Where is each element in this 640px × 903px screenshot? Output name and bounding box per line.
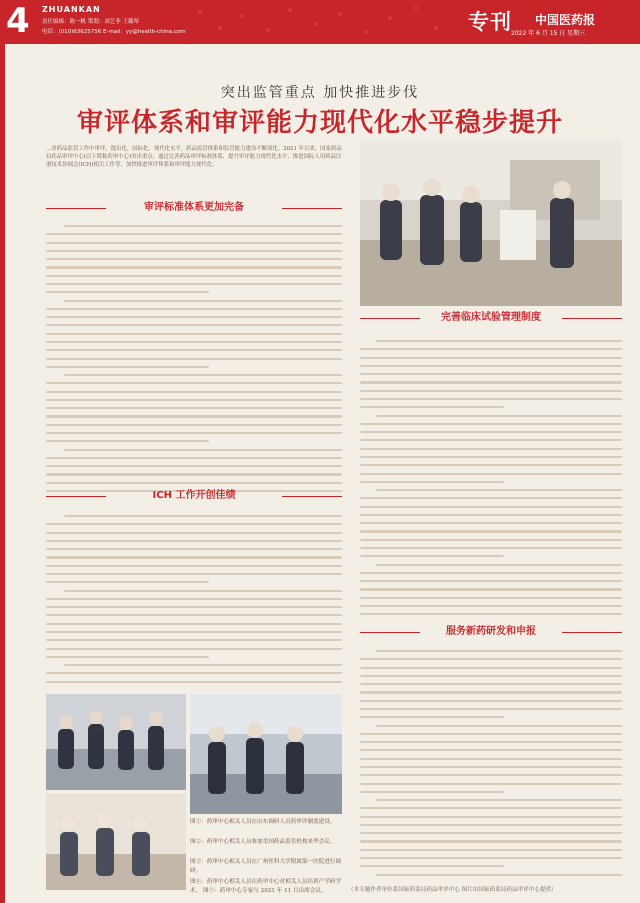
text-line [360, 456, 622, 458]
text-line [360, 423, 622, 425]
text-line [360, 708, 622, 710]
text-line [46, 399, 342, 401]
caption-3: 图③：药审中心相关人员在广州医科大学附属第一医院进行调研。 [190, 859, 342, 874]
section-en-label: ZHUANKAN [42, 5, 101, 14]
text-line [360, 766, 622, 768]
issue-date: 2022 年 6 月 15 日 星期三 [511, 30, 586, 37]
text-line [46, 548, 342, 550]
text-line [46, 291, 209, 293]
text-line [46, 242, 342, 244]
text-line [46, 258, 342, 260]
text-line [360, 473, 622, 475]
text-line [46, 275, 342, 277]
text-line [64, 590, 342, 592]
photo-4 [190, 694, 342, 814]
text-line [46, 407, 342, 409]
contact-line: 电话：(010)63625756 E-mail：yy@health-china.com [42, 29, 186, 35]
text-line [360, 381, 622, 383]
section-2-body [46, 515, 342, 690]
text-line [46, 415, 342, 417]
text-line [46, 540, 342, 542]
text-line [46, 648, 342, 650]
photo-2 [46, 694, 186, 790]
text-line [360, 774, 622, 776]
text-line [360, 849, 622, 851]
text-line [360, 783, 622, 785]
text-line [360, 390, 622, 392]
text-line [376, 799, 622, 801]
text-line [64, 300, 342, 302]
text-line [360, 758, 622, 760]
text-line [46, 333, 342, 335]
masthead [0, 0, 640, 44]
text-line [360, 613, 622, 615]
caption-1: 图①：药审中心相关人员在山东调研人员药审评制度建设。 [190, 819, 336, 825]
caption-4: 图④：药审中心相关人员在药审中心对相关人员培训产学研学术。 图⑤：药审中心专家与 2021 年 11 月出席会议。 [190, 879, 342, 894]
text-line [46, 573, 342, 575]
text-line [360, 514, 622, 516]
text-line [46, 316, 342, 318]
text-line [46, 598, 342, 600]
text-line [360, 506, 622, 508]
text-line [64, 225, 342, 227]
text-line [360, 741, 622, 743]
section-banner-1: 审评标准体系更加完备 [46, 200, 342, 216]
text-line [360, 865, 504, 867]
text-line [360, 749, 622, 751]
text-line [360, 683, 622, 685]
text-line [46, 556, 342, 558]
text-line [46, 672, 342, 674]
text-line [46, 308, 342, 310]
text-line [376, 725, 622, 727]
text-line [46, 341, 342, 343]
text-line [360, 398, 622, 400]
text-line [360, 348, 622, 350]
text-line [46, 382, 342, 384]
text-line [46, 532, 342, 534]
text-line [46, 623, 342, 625]
text-line [376, 489, 622, 491]
section-title: 专刊 [468, 10, 512, 34]
text-line [360, 365, 622, 367]
text-line [360, 539, 622, 541]
text-line [46, 482, 342, 484]
section-banner-4: 服务新药研发和申报 [360, 624, 622, 640]
text-line [360, 530, 622, 532]
section-banner-3: 完善临床试验管理制度 [360, 310, 622, 326]
text-line [64, 515, 342, 517]
headline: 审评体系和审评能力现代化水平稳步提升 [76, 108, 563, 138]
photo-3 [46, 794, 186, 890]
text-line [360, 824, 622, 826]
text-line [46, 349, 342, 351]
text-line [46, 681, 342, 683]
text-line [46, 457, 342, 459]
text-line [360, 791, 504, 793]
text-line [360, 588, 622, 590]
editor-line: 责任编辑：陈一帆 策划：刘艺菲 王璐琴 [42, 19, 139, 25]
text-line [376, 415, 622, 417]
text-line [46, 283, 342, 285]
text-line [46, 465, 342, 467]
text-line [360, 716, 504, 718]
left-accent-bar [0, 44, 5, 903]
text-line [360, 431, 622, 433]
text-line [376, 874, 622, 876]
text-line [360, 675, 622, 677]
photo-1 [360, 140, 622, 306]
text-line [46, 250, 342, 252]
text-line [360, 464, 622, 466]
text-line [360, 572, 622, 574]
text-line [46, 565, 342, 567]
text-line [360, 857, 622, 859]
text-line [46, 391, 342, 393]
text-line [360, 547, 622, 549]
text-line [360, 555, 504, 557]
text-line [46, 233, 342, 235]
text-line [360, 597, 622, 599]
text-line [46, 266, 342, 268]
text-line [360, 605, 622, 607]
text-line [46, 324, 342, 326]
section-banner-2: ICH 工作开创佳绩 [46, 488, 342, 504]
text-line [46, 424, 342, 426]
text-line [46, 581, 209, 583]
text-line [46, 366, 209, 368]
text-line [360, 658, 622, 660]
text-line [46, 523, 342, 525]
section-1-body [46, 225, 342, 495]
text-line [360, 373, 622, 375]
text-line [46, 639, 342, 641]
text-line [46, 606, 342, 608]
text-line [360, 448, 622, 450]
text-line [46, 631, 342, 633]
text-line [360, 580, 622, 582]
text-line [360, 700, 622, 702]
text-line [46, 358, 342, 360]
text-line [360, 807, 622, 809]
text-line [64, 664, 342, 666]
text-line [360, 522, 622, 524]
text-line [376, 340, 622, 342]
text-line [360, 667, 622, 669]
kicker: 突出监管重点 加快推进步伐 [220, 85, 420, 101]
section-3-body [360, 340, 622, 615]
masthead-pattern [180, 0, 450, 44]
text-line [360, 840, 622, 842]
paper-logo: 中国医药报 [535, 13, 596, 27]
text-line [376, 650, 622, 652]
section-4-body [360, 650, 622, 880]
text-line [64, 374, 342, 376]
text-line [64, 449, 342, 451]
lead-paragraph: …省药品监管工作中审评，提出化，国际化，现代化水平，药品监管体系和监管能力建设不断深化。2021 年以来，国家药品局药品审评中心(以下简称药审中心)突出重点，通过完善药品审评标准体系，提升审评能力现代化水平，推进国际人用药品注册技术协调会(ICH)相关工作等，加快推进审评体系和审评能力现代化。 [46, 146, 342, 168]
text-line [376, 564, 622, 566]
text-line [360, 832, 622, 834]
text-line [360, 357, 622, 359]
text-line [360, 733, 622, 735]
text-line [360, 497, 622, 499]
text-line [46, 473, 342, 475]
text-line [46, 432, 342, 434]
caption-2: 图②：药审中心相关人员参加美国药品监管机构来华会议。 [190, 839, 336, 845]
text-line [360, 816, 622, 818]
text-line [360, 406, 504, 408]
text-line [46, 440, 209, 442]
text-line [46, 614, 342, 616]
footnote: （本专题作者单位系国家药监局药品审评中心 图片由国家药监局药品审评中心提供） [348, 887, 557, 893]
text-line [360, 439, 622, 441]
text-line [360, 691, 622, 693]
page-number: 4 [6, 1, 30, 41]
text-line [360, 481, 504, 483]
text-line [46, 656, 209, 658]
